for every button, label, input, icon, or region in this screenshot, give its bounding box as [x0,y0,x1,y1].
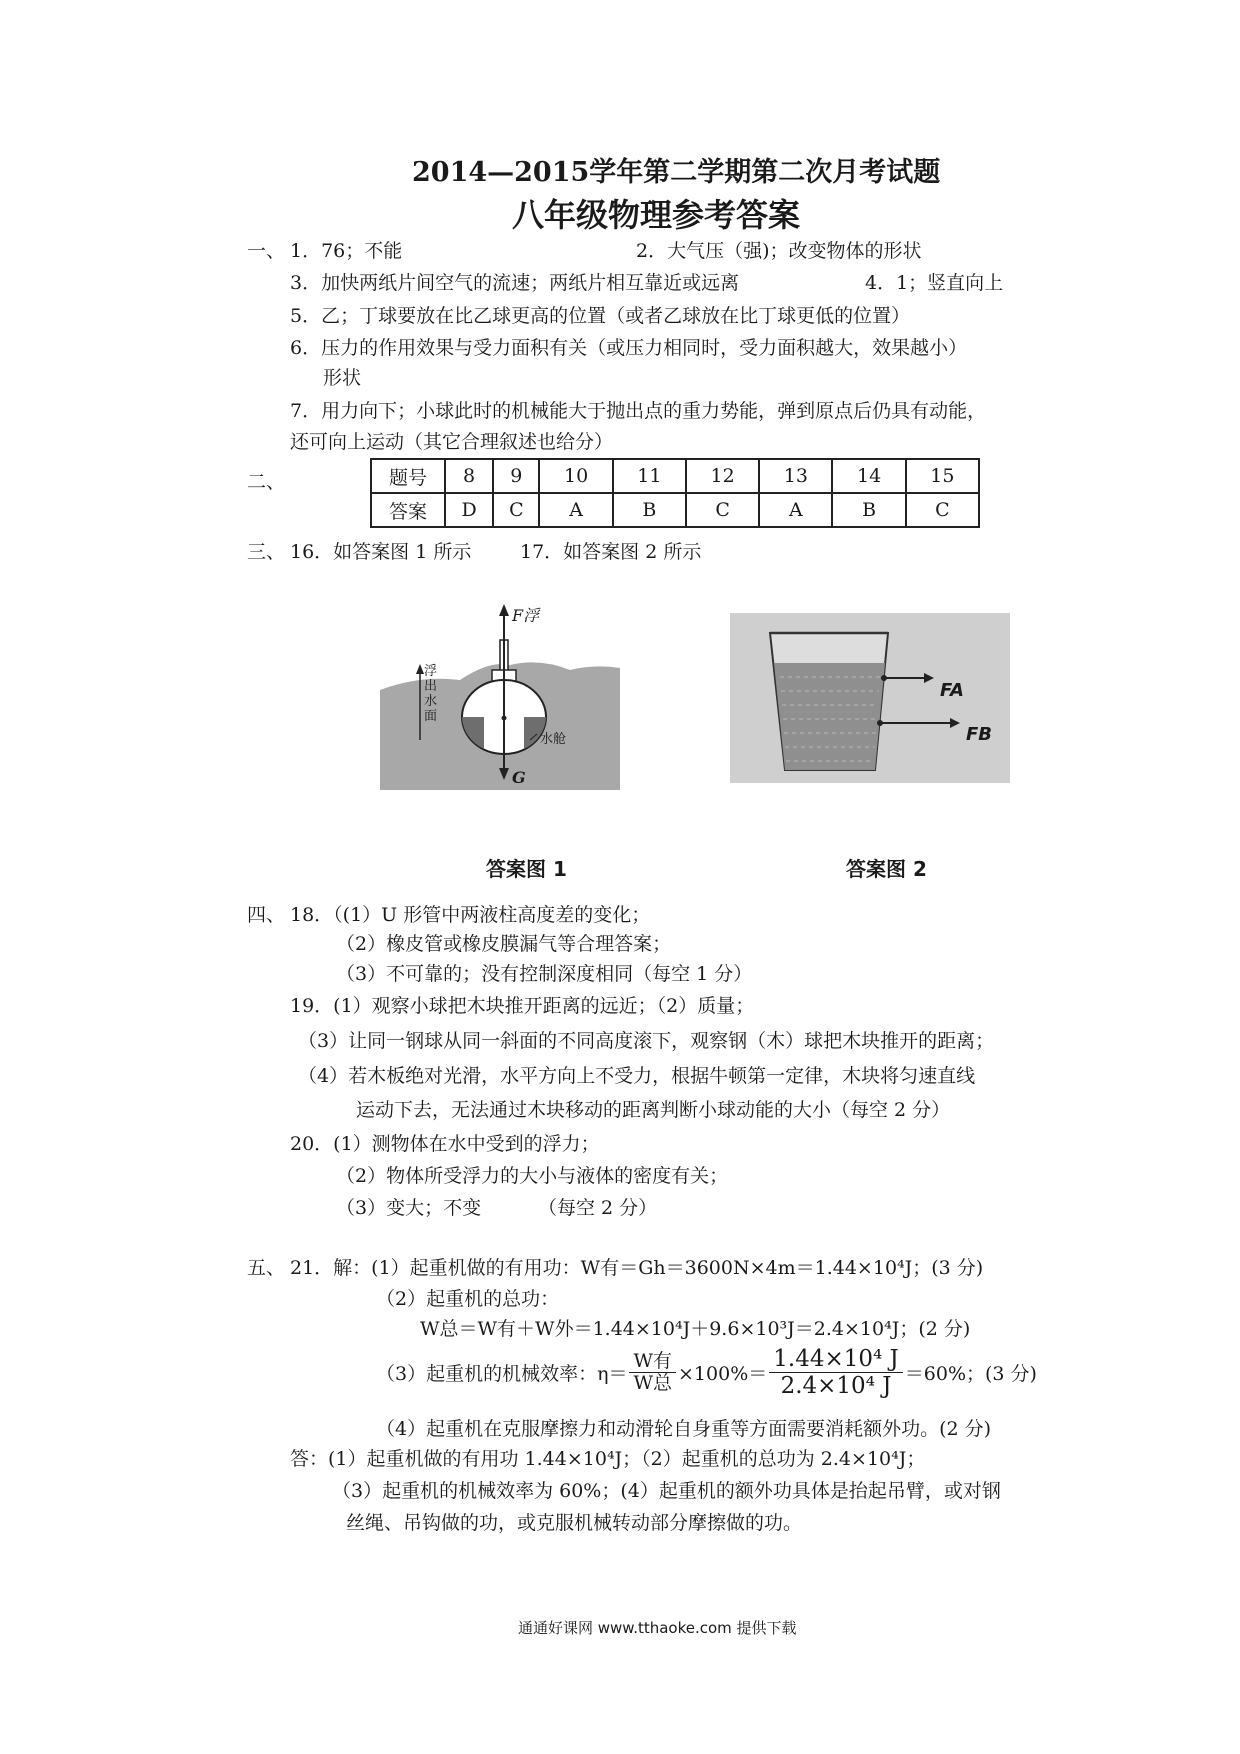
rise-label: 浮出水面 [424,664,438,724]
figure-1-caption: 答案图 1 [486,857,567,881]
figure-2-caption: 答案图 2 [846,857,927,881]
answer-q16: 16．如答案图 1 所示 [290,541,472,563]
answer-q21-2b: W总＝W有＋W外＝1.44×10⁴J＋9.6×10³J＝2.4×10⁴J；(2 分) [420,1318,971,1340]
answer-q19-1: 19．(1）观察小球把木块推开距离的远近；（2）质量； [290,995,755,1017]
gravity-label: G [512,768,526,787]
liquid [774,663,885,770]
table-row [371,459,979,493]
table-cell: 8 [445,459,493,493]
table-cell: B [832,493,905,527]
answer-q18-3: （3）不可靠的；没有控制深度相同（每空 1 分） [336,963,753,985]
answer-q17: 17．如答案图 2 所示 [520,541,702,563]
answer-q19-4b: 运动下去，无法通过木块移动的距离判断小球动能的大小（每空 2 分） [356,1099,951,1121]
table-row [371,493,979,527]
answer-q21-1: 21．解：(1）起重机做的有用功：W有＝Gh＝3600N×4m＝1.44×10⁴J；(3 分) [290,1257,984,1279]
answer-q20-score: （每空 2 分） [538,1197,658,1219]
table-cell: C [906,493,979,527]
answer-q21-3 [376,1346,1037,1400]
answer-q20-2: （2）物体所受浮力的大小与液体的密度有关； [336,1165,729,1187]
table-cell: B [613,493,686,527]
answer-q5: 5．乙；丁球要放在比乙球更高的位置（或者乙球放在比丁球更低的位置） [290,305,911,327]
answer-q2: 2．大气压（强)；改变物体的形状 [636,240,922,262]
table-cell: 14 [832,459,905,493]
section-5-label: 五、 [247,1257,286,1279]
answer-q7-line1: 7．用力向下；小球此时的机械能大于抛出点的重力势能，弹到原点后仍具有动能， [290,400,987,422]
fraction-2-denominator: 2.4×10⁴ J [780,1373,892,1400]
answer-q20-1: 20．(1）测物体在水中受到的浮力； [290,1133,600,1155]
table-cell: 13 [759,459,832,493]
page-title: 2014—2015学年第二学期第二次月考试题 [412,157,941,188]
table-cell: 15 [906,459,979,493]
section-3-label: 三、 [247,541,286,563]
fraction-2-numerator: 1.44×10⁴ J [769,1346,903,1373]
section-4-label: 四、 [247,904,286,926]
table-cell: 11 [613,459,686,493]
efficiency-prefix: （3）起重机的机械效率：η＝ [376,1363,628,1386]
center-of-mass [502,716,507,721]
efficiency-middle: ×100%＝ [678,1363,768,1386]
answer-q4: 4．1；竖直向上 [865,272,1004,294]
table-cell: D [445,493,493,527]
answer-q21-2: （2）起重机的总功： [376,1288,560,1310]
answer-q18-1: 18．（(1）U 形管中两液柱高度差的变化； [290,904,651,926]
rise-arrowhead [416,664,424,674]
answer-q6-line1: 6．压力的作用效果与受力面积有关（或压力相同时，受力面积越大，效果越小） [290,337,968,359]
fraction-1-denominator: W总 [633,1372,673,1395]
answer-q21-4: （4）起重机在克服摩擦力和动滑轮自身重等方面需要消耗额外功。(2 分) [376,1418,992,1440]
page-subtitle: 八年级物理参考答案 [512,196,801,234]
tank-label: 水舱 [540,732,567,747]
efficiency-fraction-1 [629,1351,676,1396]
table-cell: A [759,493,832,527]
table-cell: 9 [493,459,539,493]
table-cell: C [686,493,759,527]
answer-q7-line2: 还可向上运动（其它合理叙述也给分） [290,431,614,453]
conclusion-line-3: 丝绳、吊钩做的功，或克服机械转动部分摩擦做的功。 [346,1512,803,1534]
section-1-label: 一、 [247,240,286,262]
answer-q6-line2: 形状 [323,367,362,389]
efficiency-suffix: ＝60%；(3 分) [904,1363,1037,1386]
buoyancy-label: F浮 [512,606,540,625]
force-a-label: FA [940,680,964,701]
answer-q20-3: （3）变大；不变 [336,1197,482,1219]
table-cell: A [539,493,612,527]
buoyancy-arrowhead [499,604,509,616]
answer-q3: 3．加快两纸片间空气的流速；两纸片相互靠近或远离 [290,272,740,294]
table-cell: 10 [539,459,612,493]
force-b-label: FB [966,724,993,745]
conclusion-line-1: 答：(1）起重机做的有用功 1.44×10⁴J；（2）起重机的总功为 2.4×10⁴J； [290,1448,926,1470]
section-2-label: 二、 [247,471,286,493]
answer-table [370,458,980,528]
answer-q19-4a: （4）若木板绝对光滑，水平方向上不受力，根据牛顿第一定律，木块将匀速直线 [298,1065,976,1087]
table-header-cell: 答案 [371,493,445,527]
answer-q18-2: （2）橡皮管或橡皮膜漏气等合理答案； [336,933,672,955]
answer-figure-2 [730,613,1010,783]
table-header-cell: 题号 [371,459,445,493]
efficiency-fraction-2 [769,1346,903,1400]
answer-q1: 1．76；不能 [290,240,403,262]
table-cell: 12 [686,459,759,493]
answer-figure-1 [380,600,620,800]
page-footer: 通通好课网 www.tthaoke.com 提供下载 [518,1619,797,1637]
table-cell: C [493,493,539,527]
answer-q19-3: （3）让同一钢球从同一斜面的不同高度滚下，观察钢（木）球把木块推开的距离； [298,1030,995,1052]
conclusion-line-2: （3）起重机的机械效率为 60%；(4）起重机的额外功具体是抬起吊臂，或对钢 [332,1480,1001,1502]
fraction-1-numerator: W有 [629,1351,676,1374]
